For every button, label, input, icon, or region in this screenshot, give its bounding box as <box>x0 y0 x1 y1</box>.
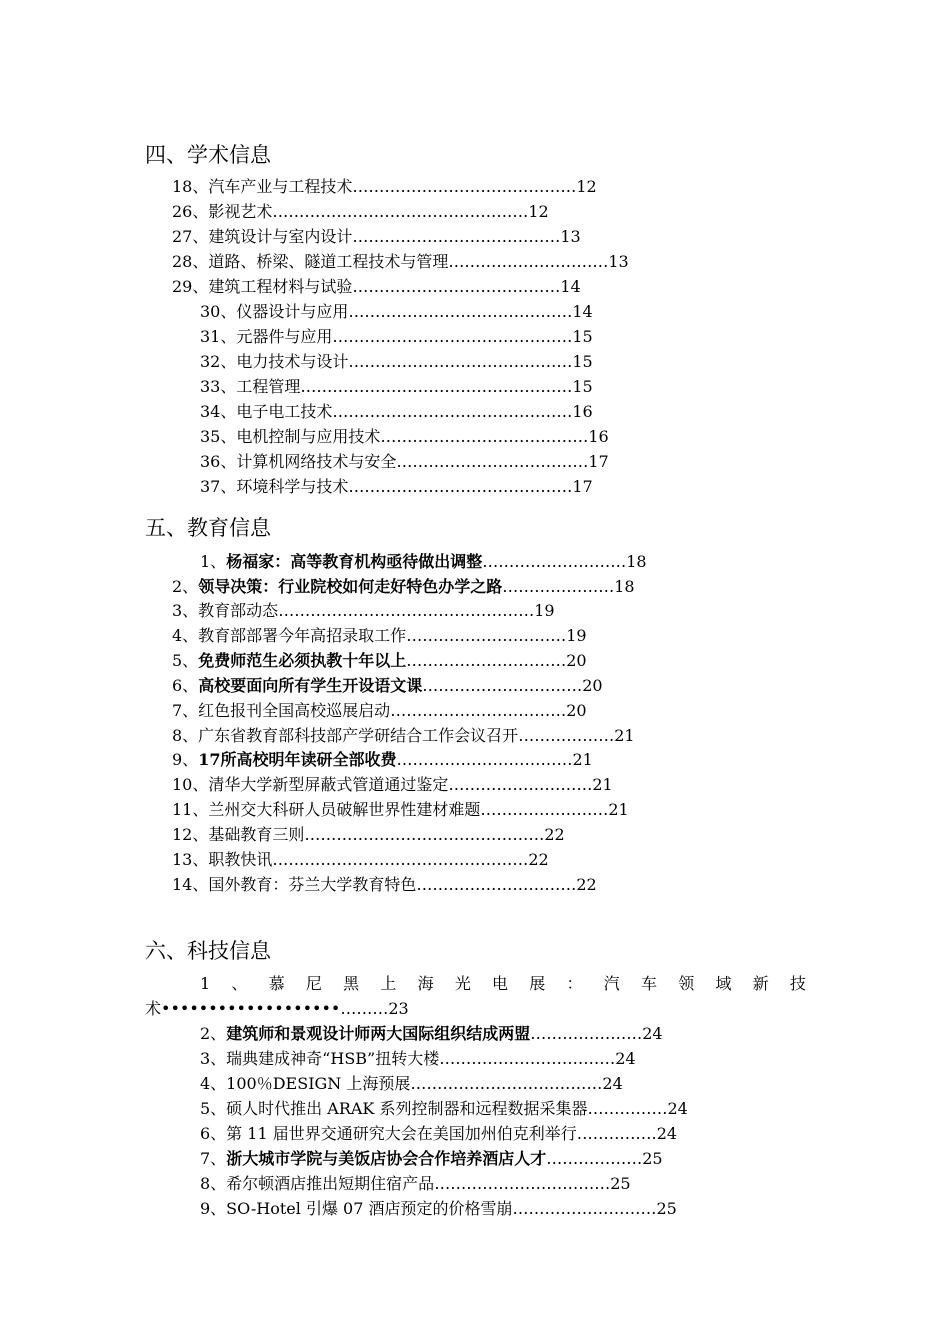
entry-title: 5、硕人时代推出 ARAK 系列控制器和远程数据采集器 <box>200 1099 588 1118</box>
toc-entry-continuation <box>145 997 409 1021</box>
entry-title: 杨福家：高等教育机构亟待做出调整 <box>226 552 483 571</box>
entry-char: 1 <box>200 974 211 993</box>
entry-title: 29、建筑工程材料与试验 <box>172 277 353 296</box>
entry-number: 1、 <box>200 552 227 571</box>
page-number: 16 <box>588 427 609 446</box>
page-number: 19 <box>566 626 587 645</box>
leader-dots: ……………………………… <box>396 452 589 471</box>
toc-entry <box>200 475 593 499</box>
toc-entry <box>200 1197 677 1221</box>
toc-entry <box>200 1047 636 1071</box>
toc-entry <box>200 375 593 399</box>
entry-title: 26、影视艺术 <box>172 202 273 221</box>
entry-title: 33、工程管理 <box>200 377 301 396</box>
toc-entry <box>200 550 647 574</box>
leader-dots: ………………… <box>530 1024 643 1043</box>
leader-dots: ………………………… <box>406 626 567 645</box>
entry-title: 17所高校明年读研全部收费 <box>198 750 397 769</box>
entry-title: 4、教育部部署今年高招录取工作 <box>172 626 407 645</box>
entry-title: 12、基础教育三则 <box>172 825 305 844</box>
toc-entry <box>172 250 629 274</box>
leader-dots: …………………………………… <box>348 477 573 496</box>
entry-number: 2、 <box>172 577 199 596</box>
entry-title: 31、元器件与应用 <box>200 327 333 346</box>
toc-entry <box>172 674 603 698</box>
leader-dots: ……………… <box>546 1149 643 1168</box>
page-number: 15 <box>572 327 593 346</box>
page-number: 24 <box>656 1124 678 1143</box>
page-number: 13 <box>560 227 581 246</box>
entry-title: 32、电力技术与设计 <box>200 352 349 371</box>
page-number: 20 <box>566 651 587 670</box>
leader-dots: ………………………………………… <box>272 202 529 221</box>
leader-dots: …………………………………… <box>352 177 577 196</box>
entry-title: 30、仪器设计与应用 <box>200 302 349 321</box>
page-number: 13 <box>608 252 629 271</box>
leader-dots: …………………… <box>480 800 609 819</box>
page-number: 25 <box>642 1149 663 1168</box>
entry-title: 8、广东省教育部科技部产学研结合工作会议召开 <box>172 726 519 745</box>
leader-dots: ………………… <box>502 577 615 596</box>
page-number: 23 <box>388 999 409 1018</box>
entry-title: 18、汽车产业与工程技术 <box>172 177 353 196</box>
section-title-academic: 四、学术信息 <box>145 143 271 167</box>
page-number: 18 <box>626 552 647 571</box>
leader-dots: …………………………………… <box>348 352 573 371</box>
entry-title: 3、瑞典建成神奇“HSB”扭转大楼 <box>200 1049 440 1068</box>
toc-entry <box>172 798 629 822</box>
page-number: 21 <box>592 775 613 794</box>
page-number: 15 <box>572 377 593 396</box>
entry-title: 37、环境科学与技术 <box>200 477 349 496</box>
toc-entry <box>172 200 549 224</box>
entry-title: 8、希尔顿酒店推出短期住宿产品 <box>200 1174 435 1193</box>
entry-char: 光 <box>454 974 471 993</box>
entry-char: 技 <box>789 974 806 993</box>
leader-dots: ………………………… <box>448 252 609 271</box>
leader-dots: ………………………… <box>416 875 577 894</box>
page-number: 19 <box>534 601 555 620</box>
leader-dots: ……………… <box>518 726 615 745</box>
toc-entry <box>172 649 587 673</box>
entry-char: 车 <box>640 974 657 993</box>
page-number: 12 <box>528 202 549 221</box>
leader-dots: …………………………… <box>390 701 567 720</box>
entry-title: 36、计算机网络技术与安全 <box>200 452 397 471</box>
leader-dots: …………………………………………… <box>300 377 573 396</box>
leader-dots: ………………………………… <box>380 427 589 446</box>
entry-title: 27、建筑设计与室内设计 <box>172 227 353 246</box>
leader-dots: ……………………………………… <box>332 327 573 346</box>
page-number: 17 <box>572 477 593 496</box>
entry-title: 高校要面向所有学生开设语文课 <box>198 676 423 695</box>
toc-entry <box>200 350 593 374</box>
entry-char: ： <box>566 974 583 993</box>
leader-dots: ………………………… <box>406 651 567 670</box>
page-number: 15 <box>572 352 593 371</box>
toc-entry <box>200 1147 663 1171</box>
toc-entry <box>200 1072 623 1096</box>
entry-char: 新 <box>752 974 769 993</box>
toc-entry <box>172 225 581 249</box>
leader-dots: …………… <box>576 1124 657 1143</box>
entry-char: 黑 <box>343 974 360 993</box>
toc-entry <box>172 724 635 748</box>
toc-entry <box>172 773 613 797</box>
entry-title: 10、清华大学新型屏蔽式管道通过鉴定 <box>172 775 449 794</box>
entry-char: 电 <box>492 974 509 993</box>
entry-title: 6、第 11 届世界交通研究大会在美国加州伯克利举行 <box>200 1124 577 1143</box>
entry-title: 免费师范生必须执教十年以上 <box>198 651 407 670</box>
entry-title: 浙大城市学院与美饭店协会合作培养酒店人才 <box>226 1149 547 1168</box>
leader-dots: ………………………………… <box>352 277 561 296</box>
entry-title: 4、100％DESIGN 上海预展 <box>200 1074 411 1093</box>
leader-dots: ……………………………………… <box>304 825 545 844</box>
entry-char: 域 <box>715 974 732 993</box>
leader-dots: …………………………… <box>439 1049 616 1068</box>
leader-dots: ………………………………………… <box>278 601 535 620</box>
toc-entry-justified <box>200 972 806 996</box>
entry-title: 9、SO-Hotel 引爆 07 酒店预定的价格雪崩 <box>200 1199 513 1218</box>
section-title-technology: 六、科技信息 <box>145 939 271 963</box>
toc-entry <box>172 823 565 847</box>
page-number: 12 <box>576 177 597 196</box>
toc-entry <box>172 575 635 599</box>
entry-title: 3、教育部动态 <box>172 601 279 620</box>
leader-dots: ………………………………… <box>352 227 561 246</box>
entry-char: 展 <box>529 974 546 993</box>
page-number: 24 <box>602 1074 623 1093</box>
leader-dots: ………………………… <box>422 676 583 695</box>
entry-title: 13、职教快讯 <box>172 850 273 869</box>
page-number: 18 <box>614 577 635 596</box>
entry-title: 35、电机控制与应用技术 <box>200 427 381 446</box>
entry-number: 6、 <box>172 676 199 695</box>
entry-title: 34、电子电工技术 <box>200 402 333 421</box>
toc-entry <box>200 400 593 424</box>
page-number: 21 <box>608 800 629 819</box>
entry-char: 海 <box>417 974 434 993</box>
toc-entry <box>200 1172 631 1196</box>
leader-dots: …………………………… <box>396 750 573 769</box>
toc-entry <box>172 275 581 299</box>
leader-dots: ……………………………… <box>410 1074 603 1093</box>
entry-char: 领 <box>678 974 695 993</box>
entry-number: 2、 <box>200 1024 227 1043</box>
section-title-education: 五、教育信息 <box>145 516 271 540</box>
toc-entry <box>200 1097 688 1121</box>
toc-entry <box>200 300 593 324</box>
page-number: 25 <box>610 1174 631 1193</box>
page-number: 24 <box>615 1049 636 1068</box>
entry-char: 慕 <box>268 974 285 993</box>
leader-dots: ………………………………………… <box>272 850 529 869</box>
page-number: 24 <box>642 1024 663 1043</box>
page-number: 21 <box>572 750 593 769</box>
page-number: 17 <box>588 452 609 471</box>
toc-entry <box>172 624 587 648</box>
page-number: 14 <box>572 302 593 321</box>
page-number: 22 <box>528 850 549 869</box>
leader-dots: ……………………… <box>482 552 627 571</box>
entry-title: 领导决策：行业院校如何走好特色办学之路 <box>198 577 503 596</box>
leader-dots: ……………………… <box>512 1199 657 1218</box>
entry-title: 11、兰州交大科研人员破解世界性建材难题 <box>172 800 481 819</box>
toc-entry <box>200 425 609 449</box>
toc-entry <box>200 1022 663 1046</box>
page-number: 14 <box>560 277 581 296</box>
page-number: 20 <box>582 676 603 695</box>
entry-number: 9、 <box>172 750 199 769</box>
entry-title: 28、道路、桥梁、隧道工程技术与管理 <box>172 252 449 271</box>
leader-dots: …………………………………… <box>348 302 573 321</box>
entry-title: 建筑师和景观设计师两大国际组织结成两盟 <box>226 1024 531 1043</box>
toc-entry <box>200 325 593 349</box>
entry-title: 14、国外教育：芬兰大学教育特色 <box>172 875 417 894</box>
leader-dots: ……………………… <box>448 775 593 794</box>
toc-entry <box>172 848 549 872</box>
entry-char: 上 <box>380 974 397 993</box>
toc-entry <box>172 748 593 772</box>
toc-entry <box>200 1122 677 1146</box>
entry-char: 尼 <box>305 974 322 993</box>
page-number: 20 <box>566 701 587 720</box>
toc-entry <box>172 873 597 897</box>
toc-entry <box>172 699 587 723</box>
leader-dots: …………………………… <box>434 1174 611 1193</box>
page-number: 22 <box>576 875 597 894</box>
page-number: 22 <box>544 825 565 844</box>
entry-title-cont: 术•••••••••••••••••••… <box>145 999 357 1018</box>
leader-dots: ……………………………………… <box>332 402 573 421</box>
page-number: 25 <box>656 1199 677 1218</box>
leader-dots: …………… <box>587 1099 668 1118</box>
entry-title: 7、红色报刊全国高校巡展启动 <box>172 701 391 720</box>
page-number: 24 <box>667 1099 688 1118</box>
toc-entry <box>200 450 609 474</box>
entry-number: 7、 <box>200 1149 227 1168</box>
page-number: 21 <box>614 726 635 745</box>
toc-entry <box>172 175 597 199</box>
entry-number: 5、 <box>172 651 199 670</box>
page-number: 16 <box>572 402 593 421</box>
entry-char: 、 <box>231 974 248 993</box>
entry-char: 汽 <box>603 974 620 993</box>
toc-entry <box>172 599 555 623</box>
leader-dots: …… <box>356 999 389 1018</box>
